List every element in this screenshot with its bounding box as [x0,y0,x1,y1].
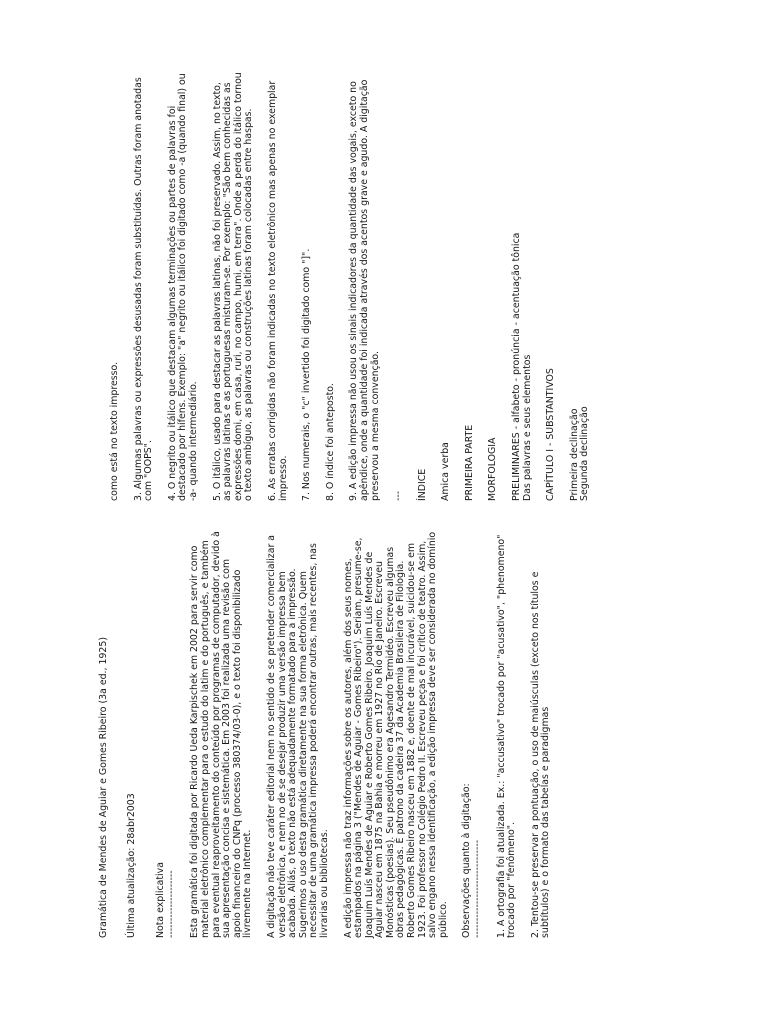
left-column [99,531,565,938]
paragraph-1: Esta gramática foi digitada por Ricardo Ueda Karpischek em 2002 para servir como material eletrônico complementar para o estudo do latim e do português, e também para eventual reaproveitamento do conteúdo por programas de computador, devido à sua apresentação concisa e sistemática. Em 2003 foi realizada uma revisão com apoio financeiro do CNPq (processo 380374/03-0), e o texto foi disponibilizado livremente na Internet. [189,531,254,938]
last-update: Última atualização: 28abr2003 [125,793,137,938]
observation-3: 3. Algumas palavras ou expressões desusadas foram substituídas. Outras foram anotadas com "OOPS". [132,77,155,501]
toc-preliminares-block [512,71,533,501]
note-heading-block [156,531,177,938]
observation-8: 8. O índice foi anteposto. [324,383,336,501]
toc-morfologia: MORFOLOGIA [487,437,499,501]
toc-amica-verba: Amica verba [440,442,452,501]
observation-7: 7. Nos numerais, o "c" invertido foi digitado como "]". [301,248,313,501]
observation-6: 6. As erratas corrigidas não foram indicadas no texto eletrônico mas apenas no exemplar impresso. [266,80,289,501]
separator-dashes: --- [393,490,405,501]
observations-heading: Observações quanto à digitação: [461,783,473,938]
paragraph-2: A digitação não teve caráter editorial nem no sentido de se pretender comercializar a versão eletrônica, e nem no de se desejar produzir uma versão impressa bem acabada. Aliás, o texto não está adequadamente formatado para a impressão. Sugerimos o uso desta gramática diretamente na sua forma eletrônica. Quem necessitar de uma gramática impressa poderá encontrar outras, mais recentes, nas livrarias ou bibliotecas. [265,534,330,938]
toc-primeira-parte: PRIMEIRA PARTE [463,424,475,501]
right-column [110,71,604,501]
document-title: Gramática de Mendes de Aguiar e Gomes Ribeiro (3a ed., 1925) [98,636,109,938]
observations-rule: ----------------------------- [472,839,484,938]
observation-1: 1. A ortografia foi atualizada. Ex.: "accusativo" trocado por "acusativo", "phenomeno" trocado por "fenômeno". [495,534,518,938]
toc-palavras-elementos: Das palavras e seus elementos [521,354,533,501]
observation-5: 5. O itálico, usado para destacar as palavras latinas, não foi preservado. Assim, no texto, as palavras latinas e as portuguesas misturam-se. Por exemplo: "São bem conhecidas as expressões domi, em casa, ruri, no campo, humi, em terra". Onde a perda do itálico tornou o texto ambíguo, as palavras ou construções latinas foram colocadas entre haspas. [211,72,255,501]
toc-primeira-declinacao: Primeira declinação [568,408,580,501]
paragraph-3: A edição impressa não traz informações sobre os autores, além dos seus nomes, estampados na página 3 ("Mendes de Aguiar - Gomes Ribeiro"). Seriam, presume-se, Joaquim Luís Mendes de Aguiar e Roberto Gomes Ribeiro. Joaquim Luís Mendes de Aguiar nasceu em 1875 na Bahia e morreu em 1927 no Rio de Janeiro. Escreveu Monósticas (poesias). Seu pseudônimo era Agesandro Termidéo. Escreveu algumas obras pedagógicas. É patrono da cadeira 37 da Academia Brasileira de Filologia. Roberto Gomes Ribeiro nasceu em 1882 e, doente de mal incurável, suicidou-se em 1923. Foi professor no Colégio Pedro II. Escreveu peças e foi crítico de teatro. Assim, salvo engano nessa identificação, a edição impressa deve ser considerada no domínio público. [342,531,449,938]
note-rule: -------------------- [165,870,177,938]
observation-9: 9. A edição impressa não usou os sinais indicadores da quantidade das vogais, exceto no apêndice, onde a quantidade foi indicada através dos acentos grave e agudo. A digitação preservou a mesma convenção. [348,79,381,501]
observation-2: 2. Tentou-se preservar a pontuação, o uso de maiúsculas (exceto nos títulos e subtítulos) e o formato das tabelas e paradigmas [529,571,552,938]
toc-preliminares: PRELIMINARES - alfabeto - pronúncia - acentuação tônica [511,232,523,501]
note-heading: Nota explicativa [155,862,167,938]
index-heading: ÍNDICE [416,468,428,501]
toc-capitulo-1: CAPÍTULO I - SUBSTANTIVOS [545,368,557,501]
observations-heading-block [462,531,483,938]
continuation-line: como está no texto impresso. [109,361,120,501]
observation-4: 4. O negrito ou itálico que destacam algumas terminações ou partes de palavras foi destacado por hífens. Exemplo: "a" negrito ou itálico foi digitado como -a (quando final) ou -a- quando intermediário. [166,73,199,501]
toc-segunda-declinacao: Segunda declinação [579,406,591,501]
toc-declinacoes-block [570,71,591,501]
